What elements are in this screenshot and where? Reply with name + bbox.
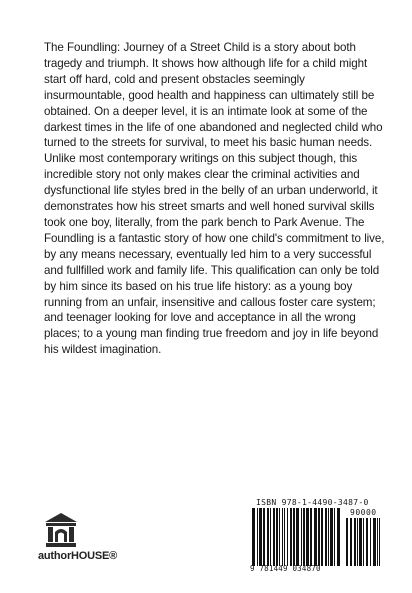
price-code: 90000: [350, 508, 377, 517]
publisher-name: authorHOUSE®: [38, 550, 118, 562]
ean-barcode-bars: [252, 508, 344, 566]
isbn-barcode: [250, 498, 388, 574]
publisher-logo: [38, 512, 118, 564]
back-cover-blurb: The Foundling: Journey of a Street Child is a story about both tragedy and triumph. It shows how although life for a child might start off hard, cold and present obstacles seemingly insurmountable, good health and happiness can ultimately still be obtained. On a deeper level, it is an intimate look at some of the darkest times in the life of one abandoned and neglected child who turned to the streets for survival, to meet his basic human needs. Unlike most contemporary writings on this subject though, this incredible story not only makes clear the criminal activities and dysfunctional life styles bred in the belly of an urban underworld, it demonstrates how his street smarts and well honed survival skills took one boy, literally, from the park bench to Park Avenue. The Foundling is a fantastic story of how one child's commitment to live, by any means necessary, eventually led him to a very successful and fullfilled work and family life. This qualification can only be told by him since its based on his true life history: as a young boy running from an unfair, insensitive and callous foster care system; and teenager looking for love and acceptance in all the wrong places; to a young man finding true freedom and joy in life beyond his wildest imagination.: [44, 41, 385, 357]
isbn-label: ISBN 978-1-4490-3487-0: [256, 498, 369, 507]
publisher-logo-icon: [44, 512, 78, 548]
barcode-digits: 9 781449 034870: [250, 564, 321, 573]
addon-barcode-bars: [346, 518, 384, 566]
